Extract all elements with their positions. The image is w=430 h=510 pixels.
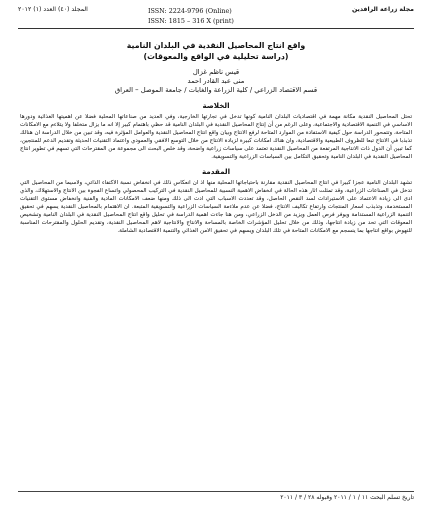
- authors: [18, 68, 414, 86]
- author-2: منى عبد القادر احمد: [187, 77, 245, 85]
- footer-rule: [18, 491, 414, 492]
- intro-text: تشهد البلدان النامية عجزا كبيرا في انتاج المحاصيل النقدية مقارنة باحتياجاتها المحلية منها اذ ان انعكاس ذلك في انخفاض نسبة الاكتفاء الذاتي، ولاسيما من المحاصيل التي تدخل في الصناعات الزراعية، وقد تمثلت اثار هذه الحالة في انخفاض الاهمية النسبية للمحاصيل النقدية في التركيب المحصولي واتساع الفجوة بين الانتاج والاستهلاك، والذي ادى الى زيادة الاعتماد على الاستيرادات لسد النقص الحاصل، وقد تعددت الاسباب التي ادت الى ذلك ومنها ضعف الامكانات المادية والفنية وانخفاض مستوى التقنيات المستخدمة، وتذبذب اسعار المنتجات وارتفاع تكاليف الانتاج، فضلا عن عدم ملاءمة السياسات الزراعية والتسويقية المتبعة. ان الاهتمام بالمحاصيل النقدية يسهم في تحقيق التنمية الزراعية المستدامة ويوفر فرص العمل ويزيد من الدخل الزراعي، ومن هنا جاءت اهمية الدراسة في تحليل واقع انتاج المحاصيل النقدية في البلدان النامية وتشخيص المعوقات التي تحد من زيادة انتاجها، وذلك من خلال تحليل المؤشرات الخاصة بالمساحة والانتاج والانتاجية لاهم المحاصيل النقدية، وتقديم الحلول والمقترحات المناسبة للنهوض بواقع انتاجها بما ينسجم مع الامكانات المتاحة في تلك البلدان ويسهم في تحقيق الامن الغذائي والتنمية الاقتصادية الشاملة.: [20, 180, 412, 234]
- issn-print: ISSN: 1815 – 316 X (print): [148, 17, 234, 25]
- issn-online: ISSN: 2224-9796 (Online): [148, 7, 232, 15]
- header-rule: [18, 28, 414, 29]
- title-line-1: واقع انتاج المحاصيل النقدية في البلدان النامية: [126, 41, 306, 50]
- author-1: قيس ناظم غزال: [192, 68, 240, 76]
- volume-issue: المجلد (٤٠) العدد (١) ٢٠١٢: [18, 6, 88, 13]
- abstract-text: تحتل المحاصيل النقدية مكانة مهمة في اقتصاديات البلدان النامية كونها تدخل في تجارتها الخارجية، وفي العديد من صناعاتها المحلية فضلا عن اهميتها الغذائية ودورها الاساسي في التنمية الاقتصادية والاجتماعية، وعلى الرغم من أن إنتاج المحاصيل النقدية في البلدان النامية قد حظي باهتمام كبير إلا انه ما يزال متخلفا ولا يتلاءم مع الامكانات المتاحة، وتتمحور الدراسة حول كيفية الاستفادة من الموارد المتاحة لرفع الانتاج وبيان واقع انتاج المحاصيل النقدية والعوامل المؤثرة فيه، وقد تبين من خلال الدراسة ان هنالك تذبذبا في الانتاج تبعا للظروف الطبيعية والاقتصادية، وان هناك امكانات كبيرة لزيادة الانتاج من خلال التوسع الافقي والعمودي واعتماد التقنيات الحديثة وتقديم الدعم للمنتجين، كما تبين أن الدول ذات الانتاجية المرتفعة من المحاصيل النقدية تعتمد على سياسات زراعية واضحة، وقد خلص البحث الى مجموعة من المقترحات التي تسهم في تطوير انتاج المحاصيل النقدية في البلدان النامية وتحقيق التكامل بين السياسات الزراعية والتسويقية.: [20, 114, 412, 160]
- article-title: [18, 40, 414, 62]
- title-line-2: (دراسة تحليلية في الواقع والمعوقات): [143, 52, 289, 61]
- issn-block: [148, 6, 268, 26]
- journal-header: [18, 4, 414, 38]
- intro-heading: المقدمة: [201, 167, 231, 177]
- received-date: تاريخ تسلم البحث ١١ / ١ / ٢٠١١ وقبوله ٢٨ / ٣ / ٢٠١١: [280, 494, 414, 501]
- affiliation: قسم الاقتصاد الزراعي / كلية الزراعة والغابات / جامعة الموصل – العراق: [114, 86, 318, 94]
- journal-name: مجلة زراعة الرافدين: [351, 6, 414, 13]
- paper-page: [18, 4, 414, 504]
- abstract-heading: الخلاصة: [202, 101, 230, 110]
- page-footer: [18, 491, 414, 502]
